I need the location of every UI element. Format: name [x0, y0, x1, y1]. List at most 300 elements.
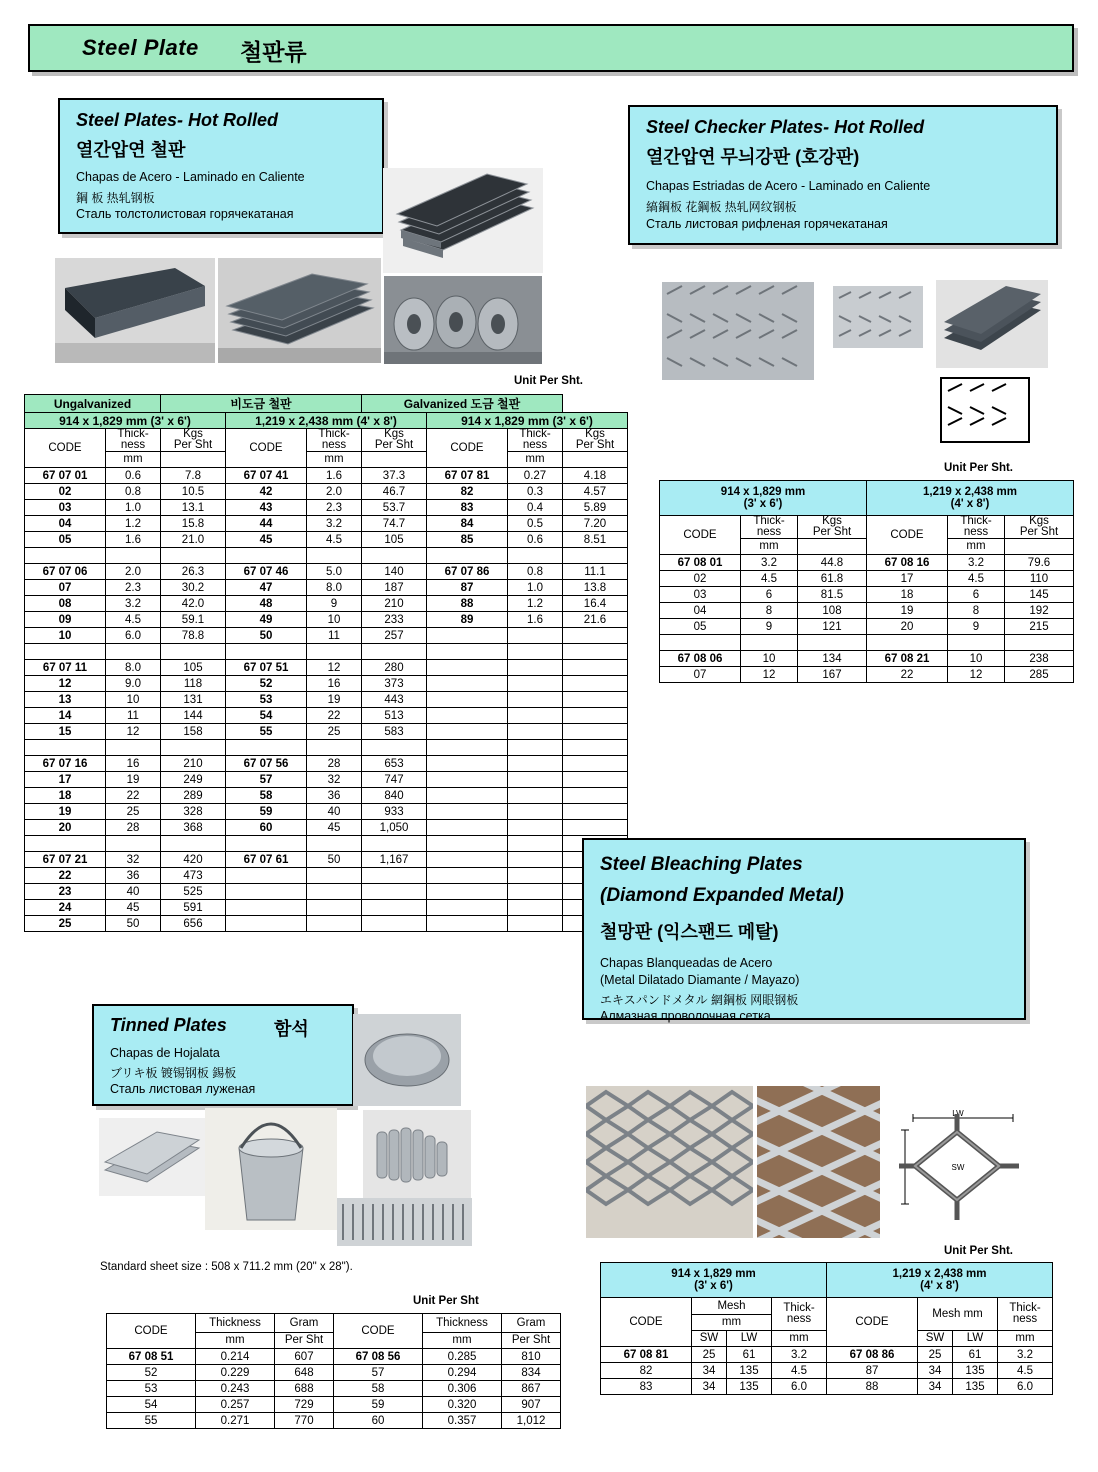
- tinned-sub-cjk: ブリキ板 镀锡钢板 錫板: [110, 1066, 237, 1080]
- col-thickness-unit: mm: [423, 1333, 502, 1349]
- cell-thickness: 1.2: [508, 596, 563, 612]
- col-kgs-unit: [563, 452, 628, 468]
- table-row: [25, 884, 628, 900]
- table-row: [25, 676, 628, 692]
- cell-thickness: 0.271: [196, 1413, 275, 1429]
- table-row: [107, 1381, 561, 1397]
- cell-thickness: 3.2: [741, 555, 798, 571]
- photo-checker-stack: [936, 280, 1048, 368]
- cell-empty: [307, 900, 362, 916]
- cell-empty: [226, 548, 307, 564]
- cell-kgs: 285: [1005, 667, 1074, 683]
- cell-kgs: 13.1: [161, 500, 226, 516]
- bleaching-sub-ru: Алмазная проволочная сетка: [600, 1009, 771, 1023]
- col-kgs-unit: [798, 539, 867, 555]
- cell-empty: [563, 660, 628, 676]
- cell-code: 04: [660, 603, 741, 619]
- cell-empty: [106, 548, 161, 564]
- table-row: [25, 548, 628, 564]
- cell-gram: 688: [275, 1381, 334, 1397]
- col-thickness-unit: mm: [998, 1331, 1053, 1347]
- checker-sub-ru: Сталь листовая рифленая горячекатаная: [646, 217, 888, 231]
- cell-kgs: 187: [362, 580, 427, 596]
- cell-code: 17: [25, 772, 106, 788]
- cell-kgs: 131: [161, 692, 226, 708]
- cell-gram: 607: [275, 1349, 334, 1365]
- table-row: [660, 667, 1074, 683]
- cell-sw: 34: [918, 1363, 953, 1379]
- cell-kgs: 4.57: [563, 484, 628, 500]
- cell-empty: [508, 900, 563, 916]
- cell-empty: [563, 740, 628, 756]
- cell-thickness: 19: [307, 692, 362, 708]
- size-ungalv-3x6: 914 x 1,829 mm (3' x 6'): [25, 413, 226, 429]
- cell-code: 82: [601, 1363, 692, 1379]
- cell-code: 54: [226, 708, 307, 724]
- cell-empty: [362, 836, 427, 852]
- cell-thickness: 2.0: [307, 484, 362, 500]
- cell-code: 15: [25, 724, 106, 740]
- cell-empty: [161, 644, 226, 660]
- cell-code: 67 07 51: [226, 660, 307, 676]
- cell-thickness: 0.320: [423, 1397, 502, 1413]
- cell-code: 85: [427, 532, 508, 548]
- cell-empty: [161, 836, 226, 852]
- tinned-sub-ru: Сталь листовая луженая: [110, 1082, 256, 1096]
- table-row: [107, 1397, 561, 1413]
- col-code: CODE: [334, 1314, 423, 1349]
- cell-empty: [508, 724, 563, 740]
- cell-empty: [362, 916, 427, 932]
- cell-empty: [508, 804, 563, 820]
- cell-code: 67 08 01: [660, 555, 741, 571]
- col-gram: Gram: [275, 1314, 334, 1333]
- page-title-kr: 철판류: [240, 39, 307, 65]
- table-row: [25, 596, 628, 612]
- cell-thickness: 32: [106, 852, 161, 868]
- cell-thickness: 12: [307, 660, 362, 676]
- cell-kgs: 525: [161, 884, 226, 900]
- bleaching-unit-label: Unit Per Sht.: [944, 1245, 1014, 1257]
- photo-checker-plate-2: [833, 286, 923, 348]
- cell-kgs: 11.1: [563, 564, 628, 580]
- photo-steel-coils: [384, 276, 542, 364]
- cell-empty: [563, 708, 628, 724]
- cell-code: 84: [427, 516, 508, 532]
- table-row: [25, 580, 628, 596]
- cell-code: 44: [226, 516, 307, 532]
- cell-empty: [508, 628, 563, 644]
- cell-thickness: 40: [106, 884, 161, 900]
- cell-thickness: 36: [106, 868, 161, 884]
- cell-thickness: 4.5: [741, 571, 798, 587]
- cell-empty: [362, 548, 427, 564]
- cell-empty: [508, 916, 563, 932]
- table-row: [25, 724, 628, 740]
- photo-checker-plate-1: [662, 282, 814, 380]
- cell-gram: 770: [275, 1413, 334, 1429]
- size-ungalv-4x8: 1,219 x 2,438 mm (4' x 8'): [226, 413, 427, 429]
- cell-code: 67 07 01: [25, 468, 106, 484]
- cell-empty: [427, 708, 508, 724]
- cell-empty: [508, 788, 563, 804]
- cell-kgs: 118: [161, 676, 226, 692]
- cell-empty: [427, 724, 508, 740]
- cell-thickness: 8: [741, 603, 798, 619]
- cell-empty: [307, 548, 362, 564]
- cell-empty: [563, 788, 628, 804]
- bleaching-title-l2: (Diamond Expanded Metal): [600, 885, 844, 906]
- cell-empty: [948, 635, 1005, 651]
- cell-empty: [563, 644, 628, 660]
- col-kgs: Kgs Per Sht: [798, 516, 867, 539]
- cell-kgs: 105: [362, 532, 427, 548]
- cell-lw: 135: [953, 1363, 998, 1379]
- cell-code: 19: [867, 603, 948, 619]
- cell-kgs: 121: [798, 619, 867, 635]
- cell-kgs: 140: [362, 564, 427, 580]
- cell-empty: [563, 820, 628, 836]
- table-row: [25, 692, 628, 708]
- col-code: CODE: [601, 1298, 692, 1347]
- cell-thickness: 0.3: [508, 484, 563, 500]
- cell-code: 02: [660, 571, 741, 587]
- cell-code: 82: [427, 484, 508, 500]
- cell-thickness: 3.2: [998, 1347, 1053, 1363]
- cell-empty: [508, 820, 563, 836]
- cell-kgs: 61.8: [798, 571, 867, 587]
- cell-empty: [508, 676, 563, 692]
- checker-pattern-swatch: [940, 377, 1030, 443]
- col-code: CODE: [226, 429, 307, 468]
- cell-kgs: 44.8: [798, 555, 867, 571]
- cell-code: 20: [867, 619, 948, 635]
- cell-lw: 135: [727, 1379, 772, 1395]
- cell-empty: [427, 804, 508, 820]
- cell-code: 23: [25, 884, 106, 900]
- cell-thickness: 3.2: [106, 596, 161, 612]
- cell-code: 47: [226, 580, 307, 596]
- bleaching-title-box: [582, 838, 1026, 1023]
- cell-empty: [307, 868, 362, 884]
- bleaching-table: [600, 1262, 1053, 1395]
- cell-empty: [508, 772, 563, 788]
- table-row: [25, 804, 628, 820]
- cell-thickness: 0.285: [423, 1349, 502, 1365]
- cell-kgs: 13.8: [563, 580, 628, 596]
- photo-tin-disc: [353, 1014, 461, 1106]
- cell-code: 43: [226, 500, 307, 516]
- cell-kgs: 105: [161, 660, 226, 676]
- cell-thickness: 11: [106, 708, 161, 724]
- cell-thickness: 50: [106, 916, 161, 932]
- cell-sw: 34: [918, 1379, 953, 1395]
- hot-rolled-sub-ru: Сталь толстолистовая горячекатаная: [76, 207, 294, 221]
- cell-code: 57: [226, 772, 307, 788]
- table-row: [660, 651, 1074, 667]
- cell-kgs: 328: [161, 804, 226, 820]
- cell-code: 67 08 06: [660, 651, 741, 667]
- cell-code: 60: [334, 1413, 423, 1429]
- cell-code: 24: [25, 900, 106, 916]
- tinned-unit-label: Unit Per Sht: [413, 1295, 479, 1307]
- cell-code: 07: [25, 580, 106, 596]
- cell-code: 55: [226, 724, 307, 740]
- cell-thickness: 4.5: [998, 1363, 1053, 1379]
- table-row: [25, 868, 628, 884]
- cell-kgs: 134: [798, 651, 867, 667]
- cell-code: 03: [25, 500, 106, 516]
- cell-kgs: 210: [161, 756, 226, 772]
- cell-thickness: 28: [307, 756, 362, 772]
- cell-empty: [161, 548, 226, 564]
- cell-thickness: 8.0: [307, 580, 362, 596]
- cell-thickness: 40: [307, 804, 362, 820]
- cell-code: 55: [107, 1413, 196, 1429]
- col-thickness-unit: mm: [508, 452, 563, 468]
- cell-thickness: 1.0: [106, 500, 161, 516]
- table-row: [660, 619, 1074, 635]
- cell-empty: [25, 740, 106, 756]
- photo-expanded-metal-1: [586, 1086, 753, 1238]
- cell-empty: [427, 756, 508, 772]
- cell-empty: [427, 900, 508, 916]
- cell-thickness: 45: [106, 900, 161, 916]
- cell-thickness: 6.0: [106, 628, 161, 644]
- expanded-metal-diagram: [895, 1108, 1035, 1228]
- table-row: [25, 644, 628, 660]
- cell-empty: [25, 644, 106, 660]
- cell-code: 67 07 46: [226, 564, 307, 580]
- cell-code: 59: [226, 804, 307, 820]
- cell-empty: [226, 868, 307, 884]
- cell-lw: 135: [727, 1363, 772, 1379]
- col-kgs: Kgs Per Sht: [161, 429, 226, 452]
- cell-thickness: 9: [948, 619, 1005, 635]
- cell-lw: 61: [727, 1347, 772, 1363]
- cell-gram: 729: [275, 1397, 334, 1413]
- cell-thickness: 50: [307, 852, 362, 868]
- cell-code: 13: [25, 692, 106, 708]
- cell-empty: [508, 660, 563, 676]
- cell-thickness: 1.6: [508, 612, 563, 628]
- table-row: [25, 628, 628, 644]
- cell-kgs: 1,050: [362, 820, 427, 836]
- col-mesh: Mesh: [692, 1298, 772, 1315]
- table-row: [25, 820, 628, 836]
- bleaching-title-l1: Steel Bleaching Plates: [600, 854, 803, 875]
- col-thickness: Thickness: [196, 1314, 275, 1333]
- table-row: [25, 772, 628, 788]
- cell-thickness: 6: [741, 587, 798, 603]
- cell-code: 53: [226, 692, 307, 708]
- cell-code: 60: [226, 820, 307, 836]
- cell-code: 22: [867, 667, 948, 683]
- cell-kgs: 443: [362, 692, 427, 708]
- cell-code: 57: [334, 1365, 423, 1381]
- cell-thickness: 0.4: [508, 500, 563, 516]
- cell-code: 67 08 81: [601, 1347, 692, 1363]
- cell-empty: [427, 548, 508, 564]
- cell-code: 67 08 51: [107, 1349, 196, 1365]
- size-galv-3x6: 914 x 1,829 mm (3' x 6'): [427, 413, 628, 429]
- col-thickness: Thick- ness: [106, 429, 161, 452]
- cell-kgs: 5.89: [563, 500, 628, 516]
- table-row: [25, 836, 628, 852]
- cell-kgs: 59.1: [161, 612, 226, 628]
- cell-thickness: 25: [106, 804, 161, 820]
- cell-empty: [798, 635, 867, 651]
- cell-thickness: 22: [106, 788, 161, 804]
- hot-rolled-unit-label: Unit Per Sht.: [514, 375, 584, 387]
- table-row: [25, 708, 628, 724]
- photo-plate-stack: [218, 258, 381, 363]
- col-thickness: Thick- ness: [307, 429, 362, 452]
- col-thickness-unit: mm: [196, 1333, 275, 1349]
- cell-code: 05: [660, 619, 741, 635]
- cell-empty: [427, 676, 508, 692]
- checker-unit-label: Unit Per Sht.: [944, 462, 1014, 474]
- cell-thickness: 9.0: [106, 676, 161, 692]
- col-thickness-unit: mm: [772, 1331, 827, 1347]
- cell-empty: [867, 635, 948, 651]
- cell-kgs: 16.4: [563, 596, 628, 612]
- cell-thickness: 11: [307, 628, 362, 644]
- table-row: [660, 555, 1074, 571]
- cell-thickness: 36: [307, 788, 362, 804]
- cell-empty: [161, 740, 226, 756]
- table-row: [25, 564, 628, 580]
- cell-sw: 25: [692, 1347, 727, 1363]
- cell-empty: [427, 884, 508, 900]
- cell-gram: 867: [502, 1381, 561, 1397]
- cell-thickness: 0.357: [423, 1413, 502, 1429]
- cell-thickness: 3.2: [772, 1347, 827, 1363]
- cell-kgs: 289: [161, 788, 226, 804]
- cell-thickness: 6: [948, 587, 1005, 603]
- group-ungalvanized: Ungalvanized: [25, 395, 161, 413]
- cell-empty: [508, 692, 563, 708]
- table-row: [25, 612, 628, 628]
- cell-code: 53: [107, 1381, 196, 1397]
- col-kgs-unit: [362, 452, 427, 468]
- cell-code: 03: [660, 587, 741, 603]
- photo-tin-bucket: [205, 1108, 337, 1230]
- cell-empty: [563, 724, 628, 740]
- col-mesh-mm: Mesh mm: [918, 1298, 998, 1331]
- cell-lw: 135: [953, 1379, 998, 1395]
- cell-empty: [508, 548, 563, 564]
- table-row: [25, 788, 628, 804]
- cell-code: 54: [107, 1397, 196, 1413]
- col-kgs: Kgs Per Sht: [362, 429, 427, 452]
- cell-thickness: 0.6: [508, 532, 563, 548]
- cell-empty: [362, 900, 427, 916]
- cell-kgs: 46.7: [362, 484, 427, 500]
- cell-code: 20: [25, 820, 106, 836]
- checker-title-en: Steel Checker Plates- Hot Rolled: [646, 117, 925, 137]
- cell-code: 48: [226, 596, 307, 612]
- col-thickness-unit: mm: [741, 539, 798, 555]
- cell-empty: [427, 820, 508, 836]
- cell-empty: [362, 740, 427, 756]
- cell-empty: [563, 548, 628, 564]
- table-row: [107, 1413, 561, 1429]
- bleaching-sub-es2: (Metal Dilatado Diamante / Mayazo): [600, 973, 800, 987]
- cell-empty: [226, 740, 307, 756]
- col-thickness-unit: mm: [948, 539, 1005, 555]
- cell-empty: [508, 836, 563, 852]
- hot-rolled-title-kr: 열간압연 철판: [76, 140, 186, 160]
- col-thickness: Thick- ness: [772, 1298, 827, 1331]
- hot-rolled-sub-cjk: 鋼 板 热轧钢板: [76, 191, 155, 205]
- cell-kgs: 513: [362, 708, 427, 724]
- cell-thickness: 1.6: [307, 468, 362, 484]
- cell-kgs: 4.18: [563, 468, 628, 484]
- cell-kgs: 591: [161, 900, 226, 916]
- cell-code: 10: [25, 628, 106, 644]
- col-kgs: Kgs Per Sht: [563, 429, 628, 452]
- cell-code: 45: [226, 532, 307, 548]
- size-bleaching-3x6: 914 x 1,829 mm (3' x 6'): [601, 1263, 827, 1298]
- table-row: [25, 756, 628, 772]
- cell-thickness: 8: [948, 603, 1005, 619]
- cell-kgs: 933: [362, 804, 427, 820]
- tinned-sub-es: Chapas de Hojalata: [110, 1046, 220, 1060]
- cell-empty: [362, 884, 427, 900]
- table-row: [660, 603, 1074, 619]
- cell-thickness: 4.5: [948, 571, 1005, 587]
- cell-gram: 907: [502, 1397, 561, 1413]
- cell-thickness: 2.3: [106, 580, 161, 596]
- cell-kgs: 81.5: [798, 587, 867, 603]
- hot-rolled-table: [24, 394, 628, 932]
- cell-thickness: 22: [307, 708, 362, 724]
- cell-code: 67 08 21: [867, 651, 948, 667]
- cell-code: 83: [427, 500, 508, 516]
- cell-kgs: 7.20: [563, 516, 628, 532]
- cell-empty: [508, 884, 563, 900]
- cell-code: 42: [226, 484, 307, 500]
- cell-code: 89: [427, 612, 508, 628]
- cell-thickness: 0.214: [196, 1349, 275, 1365]
- col-sw: SW: [918, 1331, 953, 1347]
- cell-kgs: 840: [362, 788, 427, 804]
- cell-kgs: 473: [161, 868, 226, 884]
- col-code: CODE: [25, 429, 106, 468]
- cell-code: 07: [660, 667, 741, 683]
- cell-gram: 834: [502, 1365, 561, 1381]
- cell-empty: [226, 916, 307, 932]
- cell-kgs: 42.0: [161, 596, 226, 612]
- cell-kgs: 656: [161, 916, 226, 932]
- cell-thickness: 0.306: [423, 1381, 502, 1397]
- cell-thickness: 1.2: [106, 516, 161, 532]
- cell-kgs: 167: [798, 667, 867, 683]
- cell-empty: [307, 740, 362, 756]
- cell-kgs: 53.7: [362, 500, 427, 516]
- cell-thickness: 0.27: [508, 468, 563, 484]
- table-row: [601, 1347, 1053, 1363]
- cell-code: 02: [25, 484, 106, 500]
- table-row: [25, 900, 628, 916]
- cell-thickness: 9: [741, 619, 798, 635]
- cell-empty: [563, 772, 628, 788]
- cell-sw: 34: [692, 1379, 727, 1395]
- col-gram: Gram: [502, 1314, 561, 1333]
- tinned-note: Standard sheet size : 508 x 711.2 mm (20" x 28").: [100, 1261, 353, 1273]
- bleaching-sub-es1: Chapas Blanqueadas de Acero: [600, 956, 773, 970]
